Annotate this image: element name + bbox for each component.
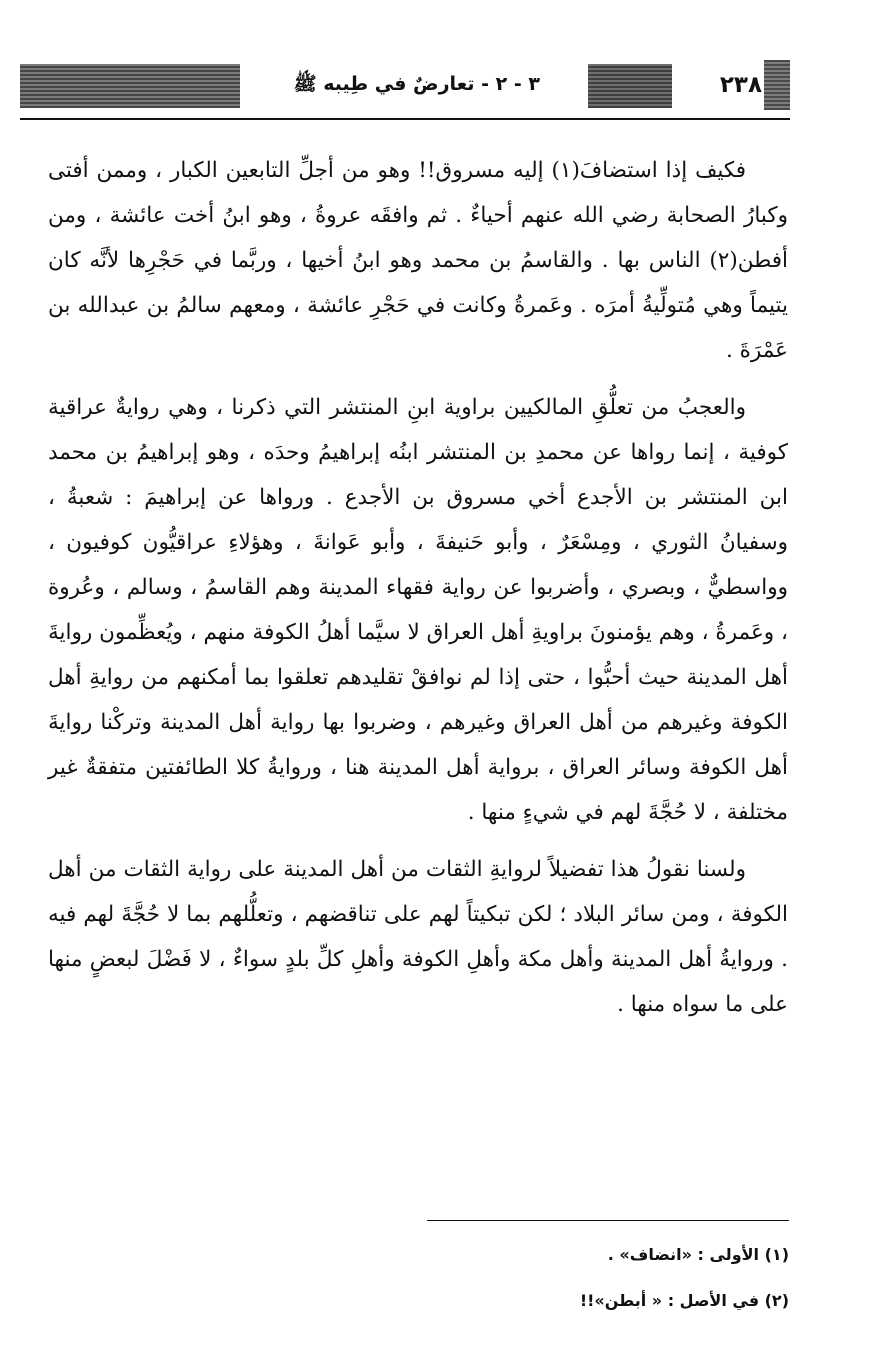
main-text — [48, 148, 788, 1039]
footnotes — [289, 1232, 789, 1324]
page-number: ٢٣٨ — [719, 72, 762, 98]
paragraph-1-text: فكيف إذا استضافَ(١) إليه مسروق!! وهو من أجلِّ التابعين الكبار ، وممن أفتى وكبارُ الصحابة رضي الله عنهم أحياءٌ . ثم وافقَه عروةُ ، وهو ابنُ أخت عائشة ، ومن أفطن(٢) الناس بها . والقاسمُ بن محمد وهو ابنُ أخيها ، وربَّما في حَجْرِها لأنَّه كان يتيماً وهي مُتولِّيةُ أمرَه . وعَمرةُ وكانت في حَجْرِ عائشة ، ومعهم سالمُ بن عبدالله بن عَمْرَةَ . — [48, 158, 788, 363]
paragraph-2 — [48, 385, 788, 835]
header-rule — [20, 118, 790, 120]
running-header — [20, 58, 790, 120]
running-title: ٣ - ٢ - تعارضٌ في طِيبه ﷺ — [293, 73, 540, 95]
footnote-1: (١) الأولى : «انضاف» . — [607, 1245, 789, 1264]
header-tab-decoration — [764, 60, 790, 110]
paragraph-3-text: ولسنا نقولُ هذا تفضيلاً لروايةِ الثقات من أهل المدينة على رواية الثقات من أهل الكوفة ، ومن سائر البلاد ؛ لكن تبكيتاً لهم على تناقضهم ، وتعلُّلهم بما لا حُجَّةَ لهم فيه . وروايةُ أهل المدينة وأهل مكة وأهلِ الكوفة وأهلِ كلِّ بلدٍ سواءٌ ، لا فَضْلَ لبعضٍ منها على ما سواه منها . — [48, 857, 788, 1017]
header-band-decoration — [20, 64, 240, 108]
footnote-2: (٢) في الأصل : « أبطن»!! — [579, 1291, 789, 1310]
paragraph-3 — [48, 847, 788, 1027]
header-block-decoration — [588, 64, 672, 108]
paragraph-1 — [48, 148, 788, 373]
footnote-separator — [427, 1220, 789, 1221]
paragraph-2-text: والعجبُ من تعلُّقِ المالكيين براوية ابنِ المنتشر التي ذكرنا ، وهي روايةٌ عراقية كوفية ، إنما رواها عن محمدِ بن المنتشر ابنُه إبراهيمُ وحدَه ، وهو إبراهيمُ بن محمد ابن المنتشر بن الأجدع أخي مسروق بن الأجدع . ورواها عن إبراهيمَ : شعبةُ ، وسفيانُ الثوري ، ومِسْعَرٌ ، وأبو حَنيفةَ ، وأبو عَوانةَ ، وهؤلاءِ عراقيُّون كوفيون ، وواسطيٌّ ، وبصري ، وأضربوا عن رواية فقهاء المدينة وهم القاسمُ ، وسالم ، وعُروة ، وعَمرةُ ، وهم يؤمنونَ براويةِ أهل العراق لا سيَّما أهلُ الكوفة منهم ، ويُعظِّمون روايةَ أهل المدينة حيث أحبُّوا ، حتى إذا لم نوافقْ تقليدهم تعلقوا بما أمكنهم من روايةِ أهل الكوفة وغيرهم من أهل العراق وغيرهم ، وضربوا بها رواية أهل المدينة وتركْنا روايةَ أهل الكوفة وسائر العراق ، برواية أهل المدينة هنا ، وروايةُ كلا الطائفتين متفقةٌ غير مختلفة ، لا حُجَّةَ لهم في شيءٍ منها . — [48, 395, 788, 825]
